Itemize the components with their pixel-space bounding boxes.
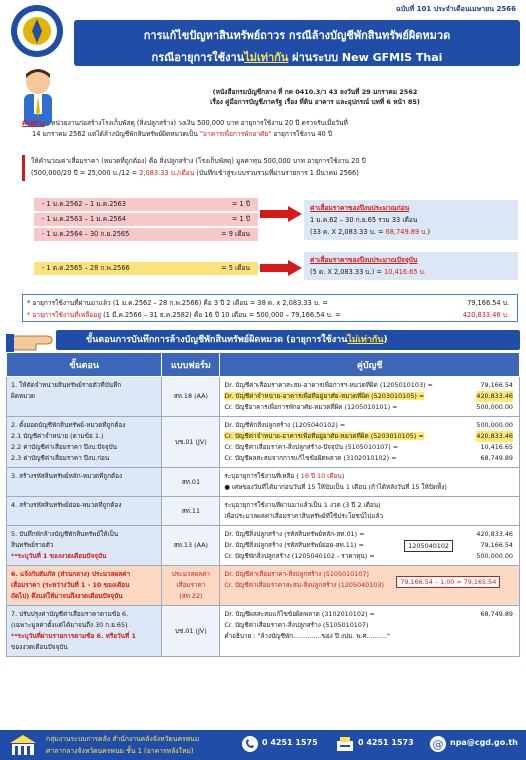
- accounts-cell: [220, 417, 520, 468]
- period-label: - 1 ม.ค.2563 – 1 ม.ค.2564: [42, 215, 127, 223]
- account-amount: 500,000.00: [476, 552, 513, 560]
- calc-monthly-amount: 2,083.33 บ./เดือน: [139, 169, 195, 177]
- calc-line-2-end: (บันทึกเข้าสู่ระบบรวบรวมที่ผ่านรายการ 1 มีนาคม 2566): [194, 169, 359, 177]
- account-entry: [224, 529, 515, 540]
- step-line: ของงวดเดือนปัจจุบัน: [11, 643, 68, 651]
- table-row: [7, 526, 520, 566]
- accounts-cell: [220, 497, 520, 526]
- step-line: เสื่อมราคา (ระหว่างวันที่ 1 - 10 ของเดือน: [11, 581, 130, 589]
- depreciation-calc: [22, 155, 512, 181]
- step-line: สินทรัพย์รายตัว: [11, 541, 54, 549]
- footer-phone-2[interactable]: 0 4251 1573: [358, 738, 414, 747]
- account-text: Dr. บัญชีสิ่งปลูกสร้าง (รหัสสินทรัพย์ย่อย-สท.11) =: [224, 541, 364, 549]
- period-value: = 1 ปี: [231, 200, 250, 208]
- account-text: Cr. บัญชีค่าเสื่อมราคา-สิ่งปลูกสร้าง-ปัจจุบัน (5105010107) =: [224, 443, 399, 451]
- account-text-end: ): [341, 472, 345, 480]
- account-entry: [224, 620, 515, 631]
- table-row: [7, 417, 520, 468]
- title-banner: [74, 20, 520, 66]
- steps-banner: [56, 330, 520, 350]
- useful-life-box: [22, 294, 518, 322]
- depreciation-formula: 79,166.54 – 1.00 = 79,165.54: [396, 576, 500, 588]
- prior-year-amount: 68,749.89 บ.: [385, 228, 428, 236]
- account-text: ระบุอายุการใช้งานที่ผ่านมาแล้วเป็น 1 งวด (3 ปี 2 เดือน): [224, 501, 381, 509]
- table-row: [7, 606, 520, 657]
- account-entry: [224, 391, 515, 402]
- example-wrong-category: "อาคารเพื่อการพักอาศัย": [200, 130, 272, 138]
- period-value: = 5 เดือน: [221, 264, 250, 272]
- form-cell: สท.13 (AA): [162, 526, 220, 566]
- form-cell: สท.18 (AA): [162, 377, 220, 417]
- account-entry: [224, 551, 515, 562]
- example-text: [22, 118, 518, 140]
- step-line: (เฉพาะมูลค่าตั้งแต่ได้มาจนถึง 30 ก.ย.65): [11, 621, 128, 629]
- steps-table: [6, 352, 520, 657]
- step-line: 4. สร้างรหัสสินทรัพย์ย่อย-หมวดที่ถูกต้อง: [11, 501, 122, 509]
- useful-life-elapsed-amount: 79,166.54 บ.: [467, 299, 509, 307]
- prior-year-heading: ค่าเสื่อมราคาของปีงบประมาณก่อน: [310, 204, 410, 212]
- account-amount: 500,000.00: [476, 421, 513, 429]
- example-tag: ตัวอย่าง: [22, 119, 45, 127]
- step-line: 2.3 ค่าบัญชีค่าเสื่อมราคา ปีงบ.ก่อน: [11, 454, 110, 462]
- account-entry: [224, 380, 515, 391]
- step-cell: [7, 377, 162, 417]
- reference-line-2: เรื่อง คู่มือการบัญชีภาครัฐ เรื่อง ที่ดิน อาคาร และอุปกรณ์ บทที่ 6 หน้า 85): [210, 98, 420, 106]
- account-entry: [224, 540, 515, 551]
- account-entry: [224, 471, 515, 482]
- account-amount: 68,749.89: [480, 454, 513, 462]
- title-line-2-end: ผ่านระบบ New GFMIS Thai: [288, 51, 443, 64]
- step-line: ถัดไป) ดึงแต่ให้มาจนถึงงวดเดือนปัจจุบัน: [11, 592, 123, 600]
- account-text: เพื่อประมวลผลค่าเสื่อมราคาสินทรัพย์ที่ใช้ประโยชน์ไปแล้ว: [224, 512, 383, 520]
- step-cell: [7, 606, 162, 657]
- account-entry: [224, 631, 515, 642]
- step-line: 2.1 บัญชีค่าจำหน่าย (ตามข้อ 1.): [11, 432, 104, 440]
- step-line: 5. บันทึกพักล้างบัญชีพักสินทรัพย์ให้เป็น: [11, 530, 119, 538]
- step-cell: [7, 566, 162, 606]
- account-amount: 420,833.46: [476, 392, 513, 400]
- account-entry: [224, 482, 515, 493]
- remaining-life: 16 ปี 10 เดือน: [300, 472, 342, 480]
- account-entry: [224, 453, 515, 464]
- prior-year-line-2: (33 ด. X 2,083.33 บ. =: [310, 228, 386, 236]
- account-amount: 420,833.46: [476, 432, 513, 440]
- calc-line-1: ให้คำนวณค่าเสื่อมราคา (หมวดที่ถูกต้อง) คือ สิ่งปลูกสร้าง (โรงเก็บพัสดุ) มูลค่าทุน 500,000 บาท อายุการใช้งาน 20 ปี: [31, 157, 366, 165]
- useful-life-bullet: *: [27, 311, 33, 319]
- period-row: [34, 228, 258, 241]
- accounts-cell: [220, 377, 520, 417]
- account-text: Dr. บัญชีค่าเสื่อมราคาสะสม-อาคารเพื่อการฯ-หมวดที่ผิด (1205010103) =: [224, 381, 433, 389]
- period-row: [34, 198, 258, 211]
- account-entry: [224, 431, 515, 442]
- accounts-cell: [220, 566, 520, 606]
- header-accounts: คู่บัญชี: [220, 353, 520, 377]
- account-amount: 79,166.54: [480, 541, 513, 549]
- footer-org-2: ศาลากลางจังหวัดนครพนม ชั้น 1 (อาคารหลังใหม่): [46, 747, 194, 755]
- step-line: 2.2 ค่าบัญชีค่าเสื่อมราคา ปีงบ.ปัจจุบัน: [11, 443, 118, 451]
- period-label: - 1 ต.ค.2565 – 28 ก.พ.2566: [42, 264, 130, 272]
- period-value: = 9 เดือน: [221, 230, 250, 238]
- prior-year-line-1: 1 ม.ค.62 – 30 ก.ย.65 รวม 33 เดือน: [310, 216, 418, 224]
- phone-icon: [242, 736, 258, 752]
- footer: [0, 730, 526, 760]
- prior-year-box: [304, 200, 518, 240]
- step-line: 3. สร้างรหัสสินทรัพย์หลัก-หมวดที่ถูกต้อง: [11, 472, 123, 480]
- accounts-cell: [220, 468, 520, 497]
- issue-label: ฉบับที่ 101 ประจำเดือนเมษายน 2566: [395, 5, 516, 13]
- footer-org-1: กลุ่มงานระบบการคลัง สำนักงานคลังจังหวัดนครพนม: [46, 735, 200, 743]
- useful-life-remaining-amount: 420,833.46 บ.: [462, 311, 509, 319]
- header-step: ขั้นตอน: [7, 353, 162, 377]
- period-row: [34, 213, 258, 226]
- step-line: ผิดหมวด: [11, 392, 36, 400]
- form-cell: สท.11: [162, 497, 220, 526]
- form-cell: ประมวลผลค่าเสื่อมราคา (สท.22): [162, 566, 220, 606]
- example-line-2-end: อายุการใช้งาน 40 ปี: [271, 130, 333, 138]
- step-cell: [7, 468, 162, 497]
- fax-icon: [336, 736, 354, 752]
- account-amount: 420,833.46: [476, 530, 513, 538]
- title-line-1: การแก้ไขปัญหาสินทรัพย์ถาวร กรณีล้างบัญชีพักสินทรัพย์ผิดหมวด: [143, 29, 451, 42]
- useful-life-elapsed: * อายุการใช้งานที่ผ่านมาแล้ว (1 ม.ค.2562 – 28 ก.พ.2566) คือ 3 ปี 2 เดือน = 38 ด. x 2,083.33 บ. =: [27, 299, 328, 307]
- step-line: 6. แจ้งกับสัมภัส (ส่วนกลาง) ประมวลผลค่า: [11, 570, 131, 578]
- email-icon: [430, 736, 446, 752]
- account-text: ● เศษของวันที่ได้มาก่อนวันที่ 15 ให้นับเป็น 1 เดือน (ถ้าได้หลังวันที่ 15 ให้ปัดทิ้ง): [224, 483, 447, 491]
- table-row: [7, 468, 520, 497]
- title-line-2-start: กรณีอายุการใช้งาน: [151, 51, 245, 64]
- reference-note: [130, 87, 500, 107]
- account-text: Cr. บัญชีค่าจำหน่าย-อาคารเพื่อที่อยู่อาศัย-หมวดที่ผิด (5203010105) =: [224, 432, 424, 440]
- account-text: Cr. บัญชีผลสะสมจากการแก้ไขข้อผิดพลาด (3102010102) =: [224, 454, 397, 462]
- account-text: คำอธิบาย : "ล้างบัญชีพัก..............ของ ปี งปม. พ.ศ..........": [224, 632, 390, 640]
- account-entry: [224, 420, 515, 431]
- footer-phone-1[interactable]: 0 4251 1575: [262, 738, 318, 747]
- building-icon: [8, 733, 38, 757]
- department-logo-icon: [6, 2, 68, 60]
- step-line: 1. ให้ตัดจำหน่ายสินทรัพย์รายตัวที่บันทึก: [11, 381, 122, 389]
- useful-life-remaining-label: อายุการใช้งานที่เหลืออยู่: [32, 311, 102, 319]
- form-cell: บช.01 (JV): [162, 417, 220, 468]
- account-text: Dr. บัญชีค่าจำหน่าย-อาคารเพื่อที่อยู่อาศัย-หมวดที่ผิด (5203010105) =: [224, 392, 425, 400]
- current-year-heading: ค่าเสื่อมราคาของปีงบประมาณปัจจุบัน: [310, 256, 418, 264]
- example-line-2: 14 มกราคม 2562 แต่ได้ล้างบัญชีพักสินทรัพย์ผิดหมวดเป็น: [32, 130, 201, 138]
- account-entry: [224, 500, 515, 511]
- table-row: [7, 497, 520, 526]
- step-line: 7. ปรับปรุงค่าบัญชีค่าเสื่อมราคาตามข้อ 6.: [11, 610, 129, 618]
- account-text: Cr. บัญชีอาคารเพื่อการพักอาศัย-หมวดที่ผิด (1205010101) =: [224, 403, 398, 411]
- account-amount: 68,749.89: [480, 610, 513, 618]
- account-text: Dr. บัญชีผลสะสมแก้ไขข้อผิดพลาด (3102010102) =: [224, 610, 375, 618]
- svg-text:@: @: [432, 738, 444, 751]
- steps-banner-text: ขั้นตอนการบันทึกการล้างบัญชีพักสินทรัพย์ผิดหมวด (อายุการใช้งาน: [86, 335, 348, 345]
- current-year-line: (5 ด. X 2,083.33 บ.) =: [310, 268, 384, 276]
- step-cell: [7, 526, 162, 566]
- account-text: Cr. บัญชีพักสิ่งปลูกสร้าง (1205040102 - ราคาทุน) =: [224, 552, 375, 560]
- header-form: แบบฟอร์ม: [162, 353, 220, 377]
- account-text: Dr. บัญชีสิ่งปลูกสร้าง (รหัสสินทรัพย์หลัก-สท.01) =: [224, 530, 365, 538]
- reference-line-1: (หนังสือกรมบัญชีกลาง ที่ กค 0410.3/ว 43 ลงวันที่ 29 มกราคม 2562: [212, 88, 418, 96]
- step-line: **ระบุวันที่ 1 ของงวดเดือนปัจจุบัน: [11, 552, 107, 560]
- account-text: ระบุอายุการใช้งานที่เหลือ (: [224, 472, 301, 480]
- arrow-right-icon: [260, 260, 302, 276]
- form-cell: สท.01: [162, 468, 220, 497]
- title-underline: ไม่เท่ากัน: [244, 51, 289, 64]
- account-entry: [224, 511, 515, 522]
- account-amount: 500,000.00: [476, 403, 513, 411]
- prior-year-line-2-end: ): [427, 228, 431, 236]
- account-text: Cr. บัญชีค่าเสื่อมราคาสะสม-สิ่งปลูกสร้าง (1205040103): [224, 581, 384, 589]
- current-year-box: [304, 252, 518, 280]
- account-amount: 79,166.54: [480, 381, 513, 389]
- period-row: [34, 262, 258, 275]
- account-text: Cr. บัญชีค่าเสื่อมราคา-สิ่งปลูกสร้าง (5105010107): [224, 621, 369, 629]
- period-value: = 1 ปี: [231, 215, 250, 223]
- calc-line-2: (500,000/20 ปี = 25,000 บ./12 =: [31, 169, 140, 177]
- account-code-callout: 1205040102: [404, 540, 453, 552]
- account-entry: [224, 609, 515, 620]
- step-line: **ระบุวันที่ผ่านรายการตามข้อ 6. หรือวันที่ 1: [11, 632, 136, 640]
- table-row: [7, 377, 520, 417]
- accounts-cell: [220, 606, 520, 657]
- footer-email[interactable]: npa@cgd.go.th: [450, 738, 518, 747]
- step-cell: [7, 417, 162, 468]
- account-entry: [224, 442, 515, 453]
- period-label: - 1 ม.ค.2562 – 1 ม.ค.2563: [42, 200, 127, 208]
- steps-banner-underline: ไม่เท่ากัน: [347, 335, 384, 345]
- step-cell: [7, 497, 162, 526]
- account-amount: 10,416.65: [480, 443, 513, 451]
- table-row: [7, 566, 520, 606]
- title-line-2: [74, 48, 520, 66]
- arrow-right-icon: [260, 206, 302, 222]
- account-text: Dr. บัญชีค่าเสื่อมราคา-สิ่งปลูกสร้าง (5105010107): [224, 570, 369, 578]
- example-line-1: : หน่วยงานก่อสร้างโรงเก็บพัสดุ (สิ่งปลูกสร้าง) วงเงิน 500,000 บาท อายุการใช้งาน 20 ปี ตรวจรับเมื่อวันที่: [44, 119, 348, 127]
- account-text: Dr. บัญชีพักสิ่งปลูกสร้าง (1205040102) =: [224, 421, 346, 429]
- accounts-cell: [220, 526, 520, 566]
- useful-life-remaining: (1 มี.ค.2566 – 31 ธ.ค.2582) คือ 16 ปี 10 เดือน = 500,000 – 79,166.54 บ. =: [101, 311, 341, 319]
- steps-banner-end: ): [383, 335, 388, 345]
- period-label: - 1 ม.ค.2564 – 30 ก.ย.2565: [42, 230, 130, 238]
- form-cell: บช.01 (JV): [162, 606, 220, 657]
- step-line: 2. ตั้งยอดบัญชีพักสินทรัพย์-หมวดที่ถูกต้อง: [11, 421, 126, 429]
- current-year-amount: 10,416.65 บ.: [383, 268, 426, 276]
- account-entry: [224, 402, 515, 413]
